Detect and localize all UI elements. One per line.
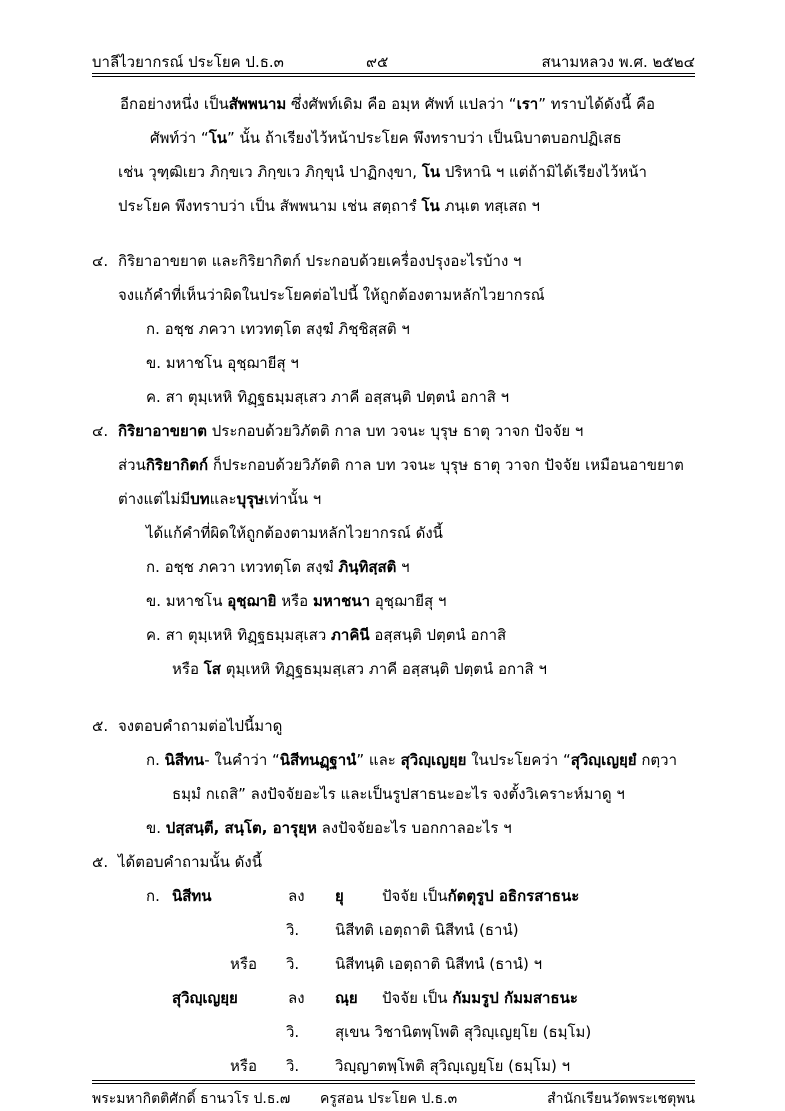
header-left: บาลีไวยากรณ์ ประโยค ป.ธ.๓ <box>92 53 284 71</box>
a5-text: ได้ตอบคำถามนั้น ดังนี้ <box>118 853 263 871</box>
header-rule-2 <box>92 76 695 77</box>
q4-item-ka: ก. อชฺช ภควา เทวทตฺโต สงฺฆํ ภิชฺชิสฺสติ ฯ <box>146 320 410 338</box>
a5-row4-suffix: ณฺย <box>335 989 358 1007</box>
para1-line2: ศัพท์ว่า “โน” นั้น ถ้าเรียงไว้หน้าประโยค พึงทราบว่า เป็นนิบาตบอกปฏิเสธ <box>150 129 622 147</box>
a5-row3-text: นิสีทนฺติ เอตฺถาติ นิสีทนํ (ธานํ) ฯ <box>335 955 542 973</box>
q5-item-ka-cont: ธมฺมํ กเถสิ” ลงปัจจัยอะไร และเป็นรูปสาธนะอะไร จงตั้งวิเคราะห์มาดู ฯ <box>172 785 625 803</box>
a5-row5-vi: วิ. <box>286 1023 300 1041</box>
a5-row4-word: สุวิญฺเญยฺย <box>172 989 238 1007</box>
footer-rule-2 <box>92 1083 695 1084</box>
a5-row6-vi: วิ. <box>286 1057 300 1075</box>
a5-row3-vi: วิ. <box>286 955 300 973</box>
para1-line3: เช่น วุฑฺฒิเยว ภิกฺขเว ภิกฺขเว ภิกฺขุนํ ปาฏิกงฺขา, โน ปริหานิ ฯ แต่ถ้ามิได้เรียงไว้หน้า <box>118 163 647 181</box>
q4-number: ๔. <box>92 252 109 270</box>
q4-item-kho: ค. สา ตุมฺเหหิ ทิฏฺฐธมฺมสฺเสว ภาคี อสฺสนฺติ ปตฺตนํ อกาสิ ฯ <box>146 388 510 406</box>
a5-row5-text: สุเขน วิชานิตพฺโพติ สุวิญฺเญยฺโย (ธมฺโม) <box>335 1023 592 1041</box>
a4-item-kha: ข. มหาชโน อุชฺฌายิ หรือ มหาชนา อุชฺฌายีสุ ฯ <box>146 592 447 610</box>
footer-left: พระมหากิตติศักดิ์ ธานวโร ป.ธ.๗ <box>92 1091 291 1107</box>
q5-text: จงตอบคำถามต่อไปนี้มาดู <box>118 717 283 735</box>
a5-row4-long: ลง <box>288 989 305 1007</box>
header-rule-1 <box>92 73 695 74</box>
a4-line2: ส่วนกิริยากิตก์ ก็ประกอบด้วยวิภัตติ กาล บท วจนะ บุรุษ ธาตุ วาจก ปัจจัย เหมือนอาขยาต <box>118 456 684 474</box>
a4-line1: กิริยาอาขยาต ประกอบด้วยวิภัตติ กาล บท วจนะ บุรุษ ธาตุ วาจก ปัจจัย ฯ <box>118 422 584 440</box>
footer-center: ครูสอน ประโยค ป.ธ.๓ <box>320 1091 458 1107</box>
a5-row1-suffix: ยุ <box>335 887 344 905</box>
a5-row2-vi: วิ. <box>286 921 300 939</box>
a5-row6-text: วิญฺญาตพฺโพติ สุวิญฺเญยฺโย (ธมฺโม) ฯ <box>335 1057 571 1075</box>
para1-line4: ประโยค พึงทราบว่า เป็น สัพพนาม เช่น สตฺถารํ โน ภนฺเต ทสฺเสถ ฯ <box>118 197 540 215</box>
q4-text: กิริยาอาขยาต และกิริยากิตก์ ประกอบด้วยเครื่องปรุงอะไรบ้าง ฯ <box>118 252 522 270</box>
a5-row2-text: นิสีทติ เอตฺถาติ นิสีทนํ (ธานํ) <box>335 921 519 939</box>
a4-item-ka: ก. อชฺช ภควา เทวทตฺโต สงฺฆํ ภินฺทิสฺสติ ฯ <box>146 558 410 576</box>
q5-item-kha: ข. ปสฺสนฺตี, สนฺโต, อารุยฺห ลงปัจจัยอะไร บอกกาลอะไร ฯ <box>146 819 512 837</box>
q4-instruction: จงแก้คำที่เห็นว่าผิดในประโยคต่อไปนี้ ให้ถูกต้องตามหลักไวยากรณ์ <box>118 286 545 304</box>
q4-item-kha: ข. มหาชโน อุชฺฌายีสุ ฯ <box>146 354 299 372</box>
a5-row1-long: ลง <box>288 887 305 905</box>
a5-row1-word: นิสีทน <box>172 887 212 905</box>
page-number: ๙๕ <box>366 53 389 71</box>
a5-row4-desc: ปัจจัย เป็น กัมมรูป กัมมสาธนะ <box>382 989 578 1007</box>
a5-number: ๕. <box>92 853 109 871</box>
a5-row1-desc: ปัจจัย เป็นกัตตุรูป อธิกรสาธนะ <box>382 887 580 905</box>
a4-item-kho: ค. สา ตุมฺเหหิ ทิฏฺฐธมฺมสฺเสว ภาคินี อสฺสนฺติ ปตฺตนํ อกาสิ <box>146 626 507 644</box>
a4-line3: ต่างแต่ไม่มีบทและบุรุษเท่านั้น ฯ <box>118 490 322 508</box>
footer-right: สำนักเรียนวัดพระเชตุพน <box>547 1091 695 1107</box>
a5-row3-or: หรือ <box>230 955 257 973</box>
a4-number: ๔. <box>92 422 109 440</box>
a4-line4: ได้แก้คำที่ผิดให้ถูกต้องตามหลักไวยากรณ์ ดังนี้ <box>146 524 443 542</box>
a5-row6-or: หรือ <box>230 1057 257 1075</box>
q5-item-ka: ก. นิสีทน- ในคำว่า “นิสีทนฏฺฐานํ” และ สุวิญฺเญยฺย ในประโยคว่า “สุวิญฺเญยฺยํ กตฺวา <box>146 751 678 769</box>
q5-number: ๕. <box>92 717 109 735</box>
para1-line1: อีกอย่างหนึ่ง เป็นสัพพนาม ซึ่งศัพท์เดิม คือ อมฺห ศัพท์ แปลว่า “เรา” ทราบได้ดังนี้ คือ <box>120 95 656 113</box>
a4-item-kho-alt: หรือ โส ตุมฺเหหิ ทิฏฺฐธมฺมสฺเสว ภาคี อสฺสนฺติ ปตฺตนํ อกาสิ ฯ <box>172 660 547 678</box>
a5-row1-label: ก. <box>146 887 160 905</box>
header-right: สนามหลวง พ.ศ. ๒๕๒๔ <box>541 53 695 71</box>
footer-rule-1 <box>92 1080 695 1081</box>
